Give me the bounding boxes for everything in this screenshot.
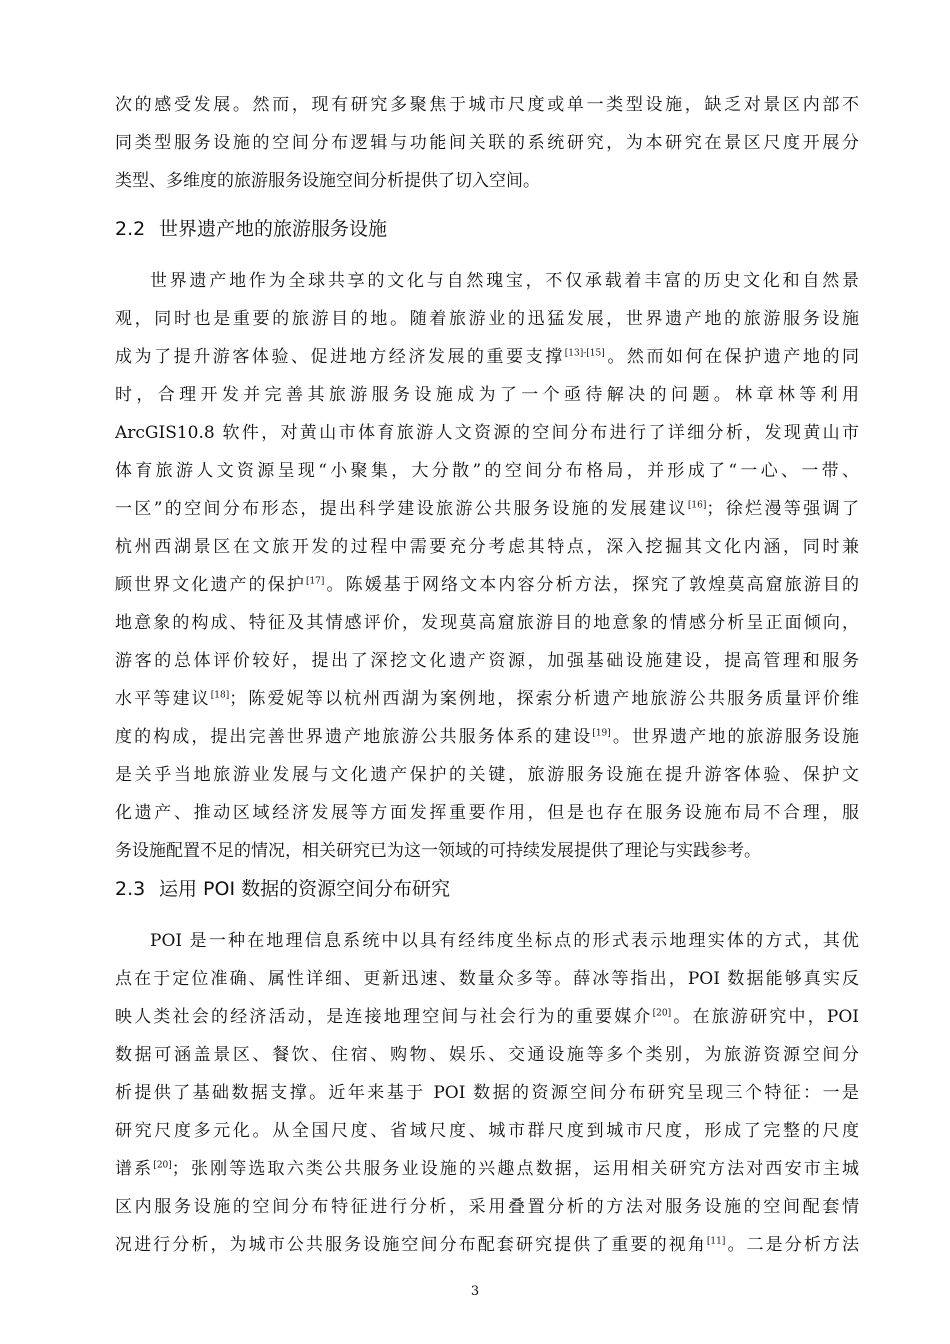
paragraph-1-line: 次的感受发展。然而，现有研究多聚焦于城市尺度或单一类型设施，缺乏对景区内部不 [115, 95, 859, 115]
paragraph-2-line: 水平等建议[18]；陈爱妮等以杭州西湖为案例地，探索分析遗产地旅游公共服务质量评价维 [115, 689, 859, 709]
paragraph-2-line: 成为了提升游客体验、促进地方经济发展的重要支撑[13]-[15]。然而如何在保护遗产地的同 [115, 347, 859, 367]
paragraph-3-line: 谱系[20]；张刚等选取六类公共服务业设施的兴趣点数据，运用相关研究方法对西安市主城 [115, 1159, 859, 1179]
section-number: 2.2 [115, 218, 146, 240]
page-number: 3 [470, 1284, 480, 1299]
paragraph-2-line: 务设施配置不足的情况，相关研究已为这一领域的可持续发展提供了理论与实践参考。 [115, 841, 761, 861]
paragraph-2-line: 化遗产、推动区域经济发展等方面发挥重要作用，但是也存在服务设施布局不合理，服 [115, 803, 859, 823]
paragraph-2-line: 体育旅游人文资源呈现“小聚集，大分散”的空间分布格局，并形成了“一心、一带、 [115, 461, 859, 481]
section-heading-2-3 [115, 874, 450, 904]
citation: [20] [153, 1160, 172, 1171]
citation: [13]-[15] [564, 348, 605, 359]
paragraph-3-line: 区内服务设施的空间分布特征进行分析，采用叠置分析的方法对服务设施的空间配套情 [115, 1197, 859, 1217]
paragraph-2-line: 杭州西湖景区在文旅开发的过程中需要充分考虑其特点，深入挖掘其文化内涵，同时兼 [115, 537, 859, 557]
citation: [16] [687, 500, 707, 511]
paragraph-3-line: 点在于定位准确、属性详细、更新迅速、数量众多等。薛冰等指出，POI 数据能够真实反 [115, 969, 859, 989]
paragraph-2-line: ArcGIS10.8 软件，对黄山市体育旅游人文资源的空间分布进行了详细分析，发现黄山市 [115, 423, 859, 443]
paragraph-2-line: 时，合理开发并完善其旅游服务设施成为了一个亟待解决的问题。林章林等利用 [115, 385, 859, 405]
paragraph-3-line: 研究尺度多元化。从全国尺度、省域尺度、城市群尺度到城市尺度，形成了完整的尺度 [115, 1121, 859, 1141]
paragraph-2-line: 观，同时也是重要的旅游目的地。随着旅游业的迅猛发展，世界遗产地的旅游服务设施 [115, 309, 859, 329]
paragraph-2-line: 世界遗产地作为全球共享的文化与自然瑰宝，不仅承载着丰富的历史文化和自然景 [150, 271, 859, 291]
citation: [11] [706, 1236, 726, 1247]
section-title: 世界遗产地的旅游服务设施 [159, 218, 388, 240]
paragraph-2-line: 是关乎当地旅游业发展与文化遗产保护的关键，旅游服务设施在提升游客体验、保护文 [115, 765, 859, 785]
citation: [17] [305, 576, 325, 587]
paragraph-2-line: 度的构成，提出完善世界遗产地旅游公共服务体系的建设[19]。世界遗产地的旅游服务设施 [115, 727, 859, 747]
section-heading-2-2 [115, 214, 387, 244]
section-number: 2.3 [115, 878, 146, 900]
paragraph-3-line: 况进行分析，为城市公共服务设施空间分布配套研究提供了重要的视角[11]。二是分析方法 [115, 1235, 859, 1255]
paragraph-1-line: 同类型服务设施的空间分布逻辑与功能间关联的系统研究，为本研究在景区尺度开展分 [115, 133, 859, 153]
section-title: 运用 POI 数据的资源空间分布研究 [159, 878, 451, 900]
citation: [20] [652, 1008, 672, 1019]
paragraph-1-line: 类型、多维度的旅游服务设施空间分析提供了切入空间。 [115, 171, 540, 191]
paragraph-3-line: 析提供了基础数据支撑。近年来基于 POI 数据的资源空间分布研究呈现三个特征：一是 [115, 1083, 859, 1103]
paragraph-2-line: 一区”的空间分布形态，提出科学建设旅游公共服务设施的发展建议[16]；徐烂漫等强调了 [115, 499, 859, 519]
paragraph-2-line: 顾世界文化遗产的保护[17]。陈媛基于网络文本内容分析方法，探究了敦煌莫高窟旅游目的 [115, 575, 859, 595]
paragraph-3-line: 映人类社会的经济活动，是连接地理空间与社会行为的重要媒介[20]。在旅游研究中，POI [115, 1007, 859, 1027]
paragraph-3-line: POI 是一种在地理信息系统中以具有经纬度坐标点的形式表示地理实体的方式，其优 [150, 931, 859, 951]
paragraph-2-line: 游客的总体评价较好，提出了深挖文化遗产资源，加强基础设施建设，提高管理和服务 [115, 651, 859, 671]
citation: [18] [210, 690, 230, 701]
citation: [19] [592, 728, 611, 739]
paragraph-2-line: 地意象的构成、特征及其情感评价，发现莫高窟旅游目的地意象的情感分析呈正面倾向， [115, 613, 859, 633]
paragraph-3-line: 数据可涵盖景区、餐饮、住宿、购物、娱乐、交通设施等多个类别，为旅游资源空间分 [115, 1045, 859, 1065]
